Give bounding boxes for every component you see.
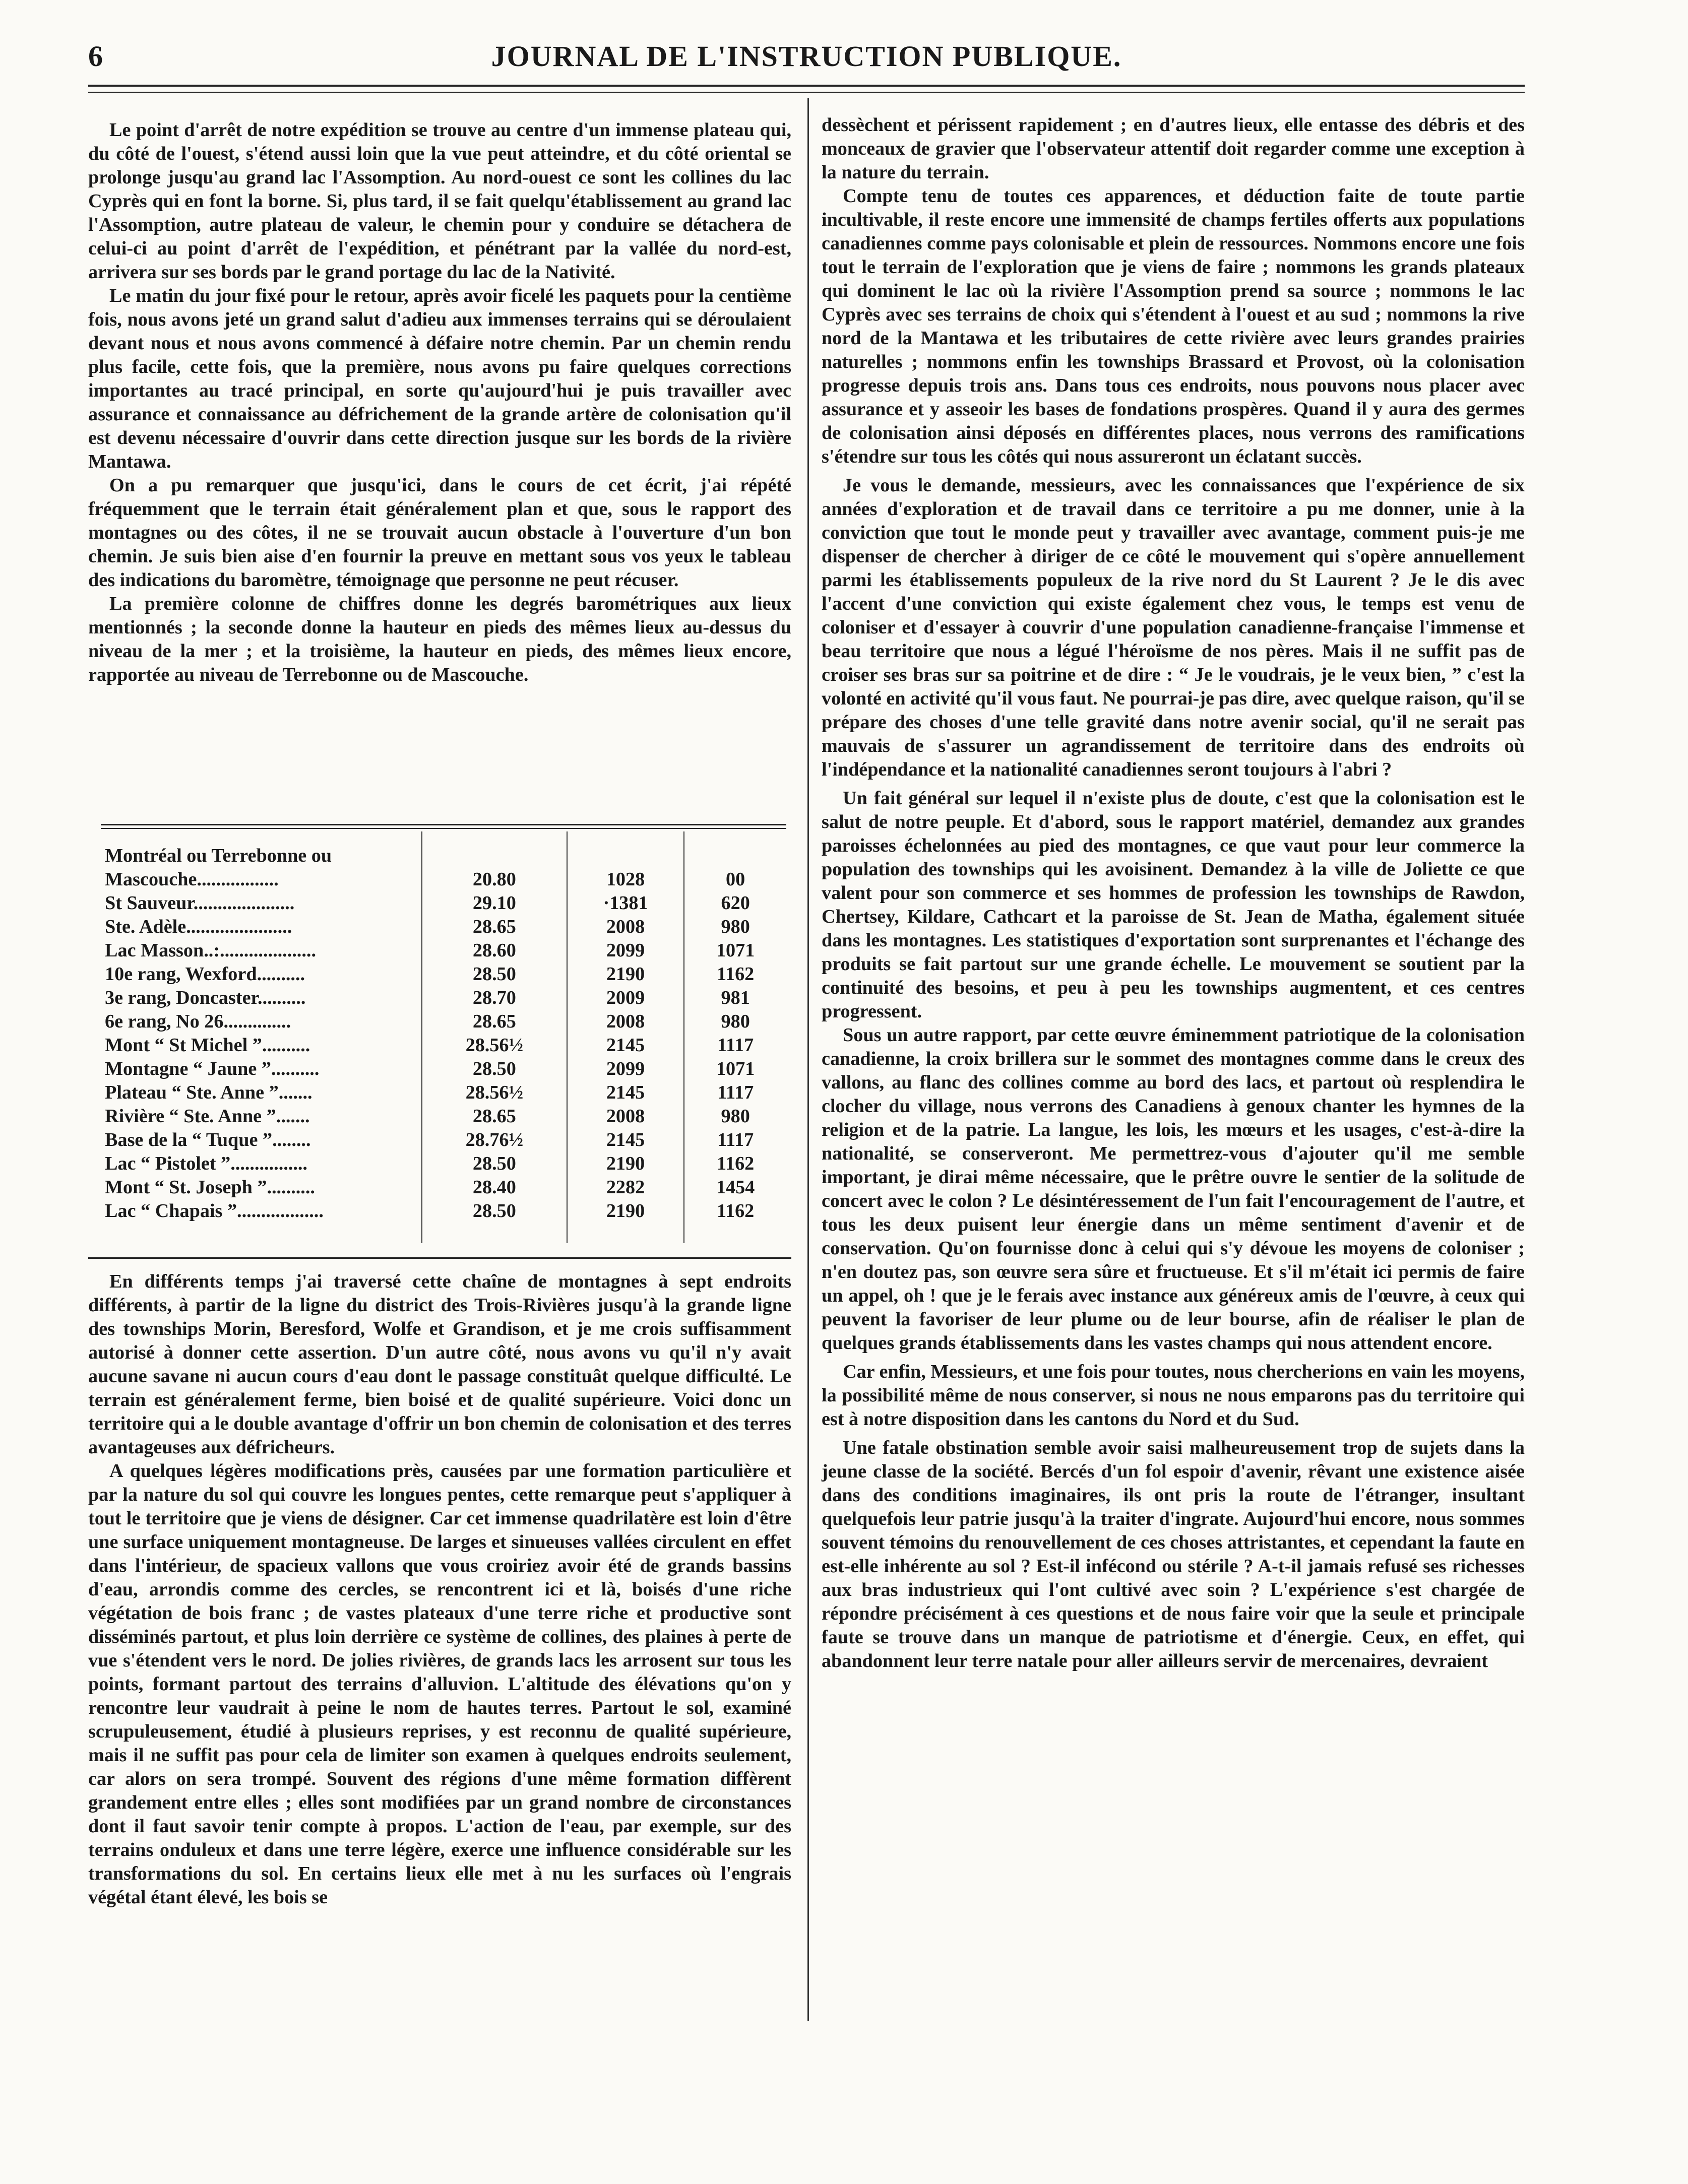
sea-level-cell: 2145 [567, 1034, 684, 1057]
table-row [101, 939, 786, 962]
left-column-top [88, 118, 791, 687]
sea-level-cell: 2099 [567, 1057, 684, 1081]
local-level-cell: 1454 [684, 1176, 786, 1199]
place-cell: Lac “ Chapais ”.................. [105, 1200, 324, 1222]
header-rule [88, 85, 1525, 87]
barometer-cell: 28.50 [422, 1199, 567, 1243]
spacer [822, 782, 1525, 787]
spacer [822, 1355, 1525, 1360]
local-level-cell: 1117 [684, 1034, 786, 1057]
place-cell: Mont “ St. Joseph ”.......... [105, 1177, 315, 1198]
place-cell: Rivière “ Ste. Anne ”....... [105, 1106, 310, 1127]
local-level-cell: 1117 [684, 1128, 786, 1152]
place-cell: Ste. Adèle...................... [105, 916, 292, 937]
sea-level-cell: 2099 [567, 939, 684, 962]
table-row [101, 1057, 786, 1081]
page-header [88, 39, 1525, 75]
barometer-cell: 28.65 [422, 1105, 567, 1128]
place-cell: St Sauveur..................... [105, 892, 295, 914]
barometer-cell: 28.60 [422, 939, 567, 962]
barometer-cell: 28.56½ [422, 1081, 567, 1105]
place-cell: Montagne “ Jaune ”.......... [105, 1058, 320, 1079]
place-cell: Base de la “ Tuque ”........ [105, 1129, 311, 1150]
sea-level-cell: 2008 [567, 1105, 684, 1128]
local-level-cell: 620 [684, 891, 786, 915]
paragraph: En différents temps j'ai traversé cette chaîne de montagnes à sept endroits différents, à partir de la ligne du district des Trois-Rivières jusqu'à la grande ligne des townships Morin, Beresford, Wolfe et Grandison, et je me crois suffisamment autorisé à donner cette assertion. D'un autre côté, nous avons vu qu'il n'y avait aucune savane ni aucun cours d'eau dont le passage constituât quelque difficulté. Le terrain est généralement ferme, bien boisé et de qualité supérieure. Voici donc un territoire qui a le double avantage d'offrir un bon chemin de colonisation et des terres avantageuses aux défricheurs. [88, 1271, 791, 1458]
place-cell: Lac Masson..:.................... [105, 940, 316, 961]
sea-level-cell: 2008 [567, 1010, 684, 1034]
table-row [101, 915, 786, 939]
local-level-cell: 1071 [684, 939, 786, 962]
barometer-table [101, 831, 786, 1243]
column-divider [807, 98, 809, 2021]
table-row [101, 1034, 786, 1057]
table-row [101, 1176, 786, 1199]
place-cell: 10e rang, Wexford.......... [105, 963, 305, 985]
local-level-cell: 1162 [684, 1152, 786, 1176]
paragraph: Le point d'arrêt de notre expédition se trouve au centre d'un immense plateau qui, du côté de l'ouest, s'étend aussi loin que la vue peut atteindre, et du côté oriental se prolonge jusqu'au grand lac l'Assomption. Au nord-ouest ce sont les collines du lac Cyprès qui en font la borne. Si, plus tard, il se fait quelqu'établissement au grand lac l'Assomption, autre plateau de valeur, le chemin pour y conduire se détachera de celui-ci au point d'arrêt de l'expédition, et pénétrant par la vallée du nord-est, arrivera sur ses bords par le grand portage du lac de la Nativité. [88, 119, 791, 283]
local-level-cell: 00 [684, 868, 786, 891]
paragraph: On a pu remarquer que jusqu'ici, dans le cours de cet écrit, j'ai répété fréquemment que le terrain était généralement plan et que, sous le rapport des montagnes ou des côtes, il ne se trouvait aucun obstacle à l'ouverture d'un bon chemin. Je suis bien aise d'en fournir la preuve en mettant sous vos yeux le tableau des indications du baromètre, témoignage que personne ne peut récuser. [88, 475, 791, 591]
table-row [101, 1081, 786, 1105]
barometer-cell: 28.65 [422, 915, 567, 939]
page-number: 6 [88, 40, 103, 73]
local-level-cell [684, 831, 786, 868]
place-cell: 3e rang, Doncaster.......... [105, 987, 306, 1008]
sea-level-cell: 2190 [567, 1152, 684, 1176]
sea-level-cell: 1028 [567, 868, 684, 891]
table-row [101, 1152, 786, 1176]
barometer-cell: 28.40 [422, 1176, 567, 1199]
sea-level-cell: ·1381 [567, 891, 684, 915]
paragraph: Je vous le demande, messieurs, avec les connaissances que l'expérience de six années d'exploration et de travail dans ce territoire a pu me donner, unie à la conviction que tout le monde peut y travailler avec avantage, comment puis-je me dispenser de chercher à diriger de ce côté le mouvement qui s'opère annuellement parmi les établissements populeux de la rive nord du St Laurent ? Je le dis avec l'accent d'une conviction qui existe également chez vous, le temps est venu de coloniser et d'essayer à couvrir d'une population canadienne-française l'immense et beau territoire que nous a légué l'héroïsme de nos pères. Mais il ne suffit pas de croiser ses bras sur sa poitrine et de dire : “ Je le voudrais, je le veux bien, ” c'est la volonté en activité qu'il vous faut. Ne pourrai-je pas dire, avec quelque raison, qu'il se prépare des choses d'une telle gravité dans notre avenir social, qu'il ne serait pas mauvais de s'assurer un agrandissement de territoire dans des endroits où l'indépendance et la nationalité canadiennes seront toujours à l'abri ? [822, 475, 1525, 780]
place-cell: Plateau “ Ste. Anne ”....... [105, 1082, 312, 1103]
local-level-cell: 980 [684, 1010, 786, 1034]
table-row [101, 1128, 786, 1152]
sea-level-cell: 2009 [567, 986, 684, 1010]
paragraph: Car enfin, Messieurs, et une fois pour toutes, nous chercherions en vain les moyens, la possibilité même de nous conserver, si nous ne nous emparons pas du territoire qui est à notre disposition dans les cantons du Nord et du Sud. [822, 1361, 1525, 1430]
local-level-cell: 980 [684, 1105, 786, 1128]
paragraph: La première colonne de chiffres donne les degrés barométriques aux lieux mentionnés ; la seconde donne la hauteur en pieds des mêmes lieux au-dessus du niveau de la mer ; et la troisième, la hauteur en pieds, des mêmes lieux encore, rapportée au niveau de Terrebonne ou de Mascouche. [88, 593, 791, 685]
barometer-cell: 28.56½ [422, 1034, 567, 1057]
table-row [101, 831, 786, 868]
barometer-cell: 28.50 [422, 1057, 567, 1081]
sea-level-cell: 2282 [567, 1176, 684, 1199]
sea-level-cell [567, 831, 684, 868]
left-column-bottom [88, 1257, 791, 1909]
table-row [101, 1199, 786, 1243]
barometer-cell: 28.70 [422, 986, 567, 1010]
paragraph: dessèchent et périssent rapidement ; en d'autres lieux, elle entasse des débris et des monceaux de gravier que l'observateur attentif doit regarder comme une exception à la nature du terrain. [822, 114, 1525, 183]
table-rule-bottom [88, 1257, 791, 1259]
barometer-cell: 20.80 [422, 868, 567, 891]
table-rule-top-thin [101, 828, 786, 829]
sea-level-cell: 2145 [567, 1128, 684, 1152]
header-rule-thin [88, 92, 1525, 93]
barometer-cell: 28.65 [422, 1010, 567, 1034]
sea-level-cell: 2190 [567, 962, 684, 986]
right-column [822, 113, 1525, 1673]
local-level-cell: 1162 [684, 1199, 786, 1243]
table-row [101, 986, 786, 1010]
barometer-cell: 28.76½ [422, 1128, 567, 1152]
local-level-cell: 980 [684, 915, 786, 939]
table-row [101, 1105, 786, 1128]
table-row [101, 868, 786, 891]
local-level-cell: 1071 [684, 1057, 786, 1081]
table-row [101, 962, 786, 986]
local-level-cell: 981 [684, 986, 786, 1010]
running-title: JOURNAL DE L'INSTRUCTION PUBLIQUE. [491, 40, 1122, 73]
sea-level-cell: 2190 [567, 1199, 684, 1243]
place-cell: 6e rang, No 26.............. [105, 1011, 291, 1032]
table-rule-top [101, 824, 786, 825]
sea-level-cell: 2008 [567, 915, 684, 939]
paragraph: A quelques légères modifications près, causées par une formation particulière et par la nature du sol qui couvre les longues pentes, cette remarque peut s'appliquer à tout le territoire que je viens de désigner. Car cet immense quadrilatère est loin d'être une surface uniquement montagneuse. De larges et sinueuses vallées circulent en effet dans l'intérieur, de spacieux vallons que vous croiriez avoir été de grands bassins d'eau, arrondis comme des cercles, se rencontrent ici et là, boisés d'une riche végétation de bois franc ; de vastes plateaux d'une terre riche et productive sont disséminés partout, et plus loin derrière ce système de collines, des plaines à perte de vue s'étendent vers le nord. De jolies rivières, de grands lacs les arrosent sur tous les points, formant partout des terrains d'alluvion. L'altitude des élévations qu'on y rencontre leur vaudrait à peine le nom de hautes terres. Partout le sol, examiné scrupuleusement, étudié à plusieurs reprises, y est reconnu de qualité supérieure, mais il ne suffit pas pour cela de limiter son examen à quelques endroits seulement, car alors on sera trompé. Souvent des régions d'une même formation diffèrent grandement entre elles ; elles sont modifiées par un grand nombre de circonstances dont il faut savoir tenir compte à propos. L'action de l'eau, par exemple, sur des terrains onduleux et dans une terre légère, exerce une influence considérable sur les transformations du sol. En certains lieux elle met à nu les surfaces où l'engrais végétal étant élevé, les bois se [88, 1460, 791, 1908]
barometer-cell [422, 831, 567, 868]
local-level-cell: 1117 [684, 1081, 786, 1105]
paragraph: Une fatale obstination semble avoir saisi malheureusement trop de sujets dans la jeune classe de la société. Bercés d'un fol espoir d'avenir, rêvant une existence aisée dans des conditions imaginaires, ils ont pris la route de l'étranger, insultant quelquefois leur patrie jusqu'à la traiter d'ingrate. Aujourd'hui encore, nous sommes souvent témoins du renouvellement de ces choses attristantes, et cependant la faute en est-elle inhérente au sol ? Est-il infécond ou stérile ? A-t-il jamais refusé ses richesses aux bras industrieux qui l'ont cultivé avec soin ? L'expérience s'est chargée de répondre précisément à ces questions et de nous faire voir que la seule et principale faute se trouve dans un manque de patriotisme et d'énergie. Ceux, en effet, qui abandonnent leur terre natale pour aller ailleurs servir de mercenaires, devraient [822, 1437, 1525, 1672]
place-cell: Mascouche................. [105, 869, 279, 890]
place-cell: Mont “ St Michel ”.......... [105, 1035, 310, 1056]
paragraph: Sous un autre rapport, par cette œuvre éminemment patriotique de la colonisation canadienne, la croix brillera sur le sommet des montagnes comme dans le creux des vallons, au flanc des collines comme au bord des lacs, et partout où resplendira le clocher du village, nous verrons des Canadiens à genoux chanter les hymnes de la religion et de la patrie. La langue, les lois, les mœurs et les usages, c'est-à-dire la nationalité, se conserveront. Me permettrez-vous d'ajouter qu'il me semble important, je dirai même nécessaire, que le prêtre ouvre le sentier de la solitude de concert avec le colon ? Le désintéressement de l'un fait l'encouragement de l'autre, et tous les deux puisent leur énergie dans un même sentiment d'avenir et de conservation. Qu'on fournisse donc à celui qui s'y dévoue les moyens de coloniser ; n'en doutez pas, son œuvre sera sûre et fructueuse. Et s'il m'était ici permis de faire un appel, oh ! que je le ferais avec instance aux généreux amis de l'œuvre, à ceux qui peuvent la favoriser de leur plume ou de leur bourse, afin de réaliser le plan de quelques grands établissements dans les vastes champs qui nous attendent encore. [822, 1024, 1525, 1354]
paragraph: Compte tenu de toutes ces apparences, et déduction faite de toute partie incultivable, il reste encore une immensité de champs fertiles offerts aux populations canadiennes comme pays colonisable et plein de ressources. Nommons encore une fois tout le terrain de l'exploration que je viens de faire ; nommons les grands plateaux qui dominent le lac où la rivière l'Assomption prend sa source ; nommons le lac Cyprès avec ses terrains de choix qui s'étendent à l'ouest et au sud ; nommons la rive nord de la Mantawa et les tributaires de cette rivière avec leurs grandes prairies naturelles ; nommons enfin les townships Brassard et Provost, où la colonisation progresse depuis trois ans. Dans tous ces endroits, nous pouvons nous placer avec assurance et y asseoir les bases de fondations prospères. Quand il y aura des germes de colonisation ainsi déposés en différentes places, nous verrons des ramifications s'étendre sur tous les côtés qui nous assureront un éclatant succès. [822, 185, 1525, 467]
spacer [822, 1431, 1525, 1436]
spacer [822, 469, 1525, 474]
barometer-cell: 28.50 [422, 962, 567, 986]
place-cell: Lac “ Pistolet ”................ [105, 1153, 307, 1174]
table-row [101, 891, 786, 915]
local-level-cell: 1162 [684, 962, 786, 986]
barometer-table-block [101, 824, 786, 1243]
paragraph: Un fait général sur lequel il n'existe plus de doute, c'est que la colonisation est le salut de notre peuple. Et d'abord, sous le rapport matériel, demandez aux grandes paroisses échelonnées au pied des montagnes, ce que vaut pour leur commerce la population des townships qui les avoisinent. Demandez à la ville de Joliette ce que valent pour son commerce et ses hommes de profession les townships de Rawdon, Chertsey, Kildare, Cathcart et la paroisse de St. Jean de Matha, également située dans les montagnes. Les statistiques d'exportation sont surprenantes et l'échange des produits se fait partout sur une grande échelle. Le mouvement se soutient par la continuité des besoins, et peu à peu les townships augmentent, et ces centres progressent. [822, 788, 1525, 1022]
paragraph: Le matin du jour fixé pour le retour, après avoir ficelé les paquets pour la centième fois, nous avons jeté un grand salut d'adieu aux immenses terrains qui se déroulaient devant nous et nous avons commencé à défaire notre chemin. Par un chemin rendu plus facile, cette fois, que la première, nous avons pu faire quelques corrections importantes au tracé principal, en sorte qu'aujourd'hui je puis travailler avec assurance et connaissance au défrichement de la grande artère de colonisation qu'il est devenu nécessaire d'ouvrir dans cette direction jusque sur les bords de la rivière Mantawa. [88, 285, 791, 472]
barometer-cell: 29.10 [422, 891, 567, 915]
sea-level-cell: 2145 [567, 1081, 684, 1105]
table-row [101, 1010, 786, 1034]
barometer-cell: 28.50 [422, 1152, 567, 1176]
place-cell: Montréal ou Terrebonne ou [105, 845, 332, 866]
